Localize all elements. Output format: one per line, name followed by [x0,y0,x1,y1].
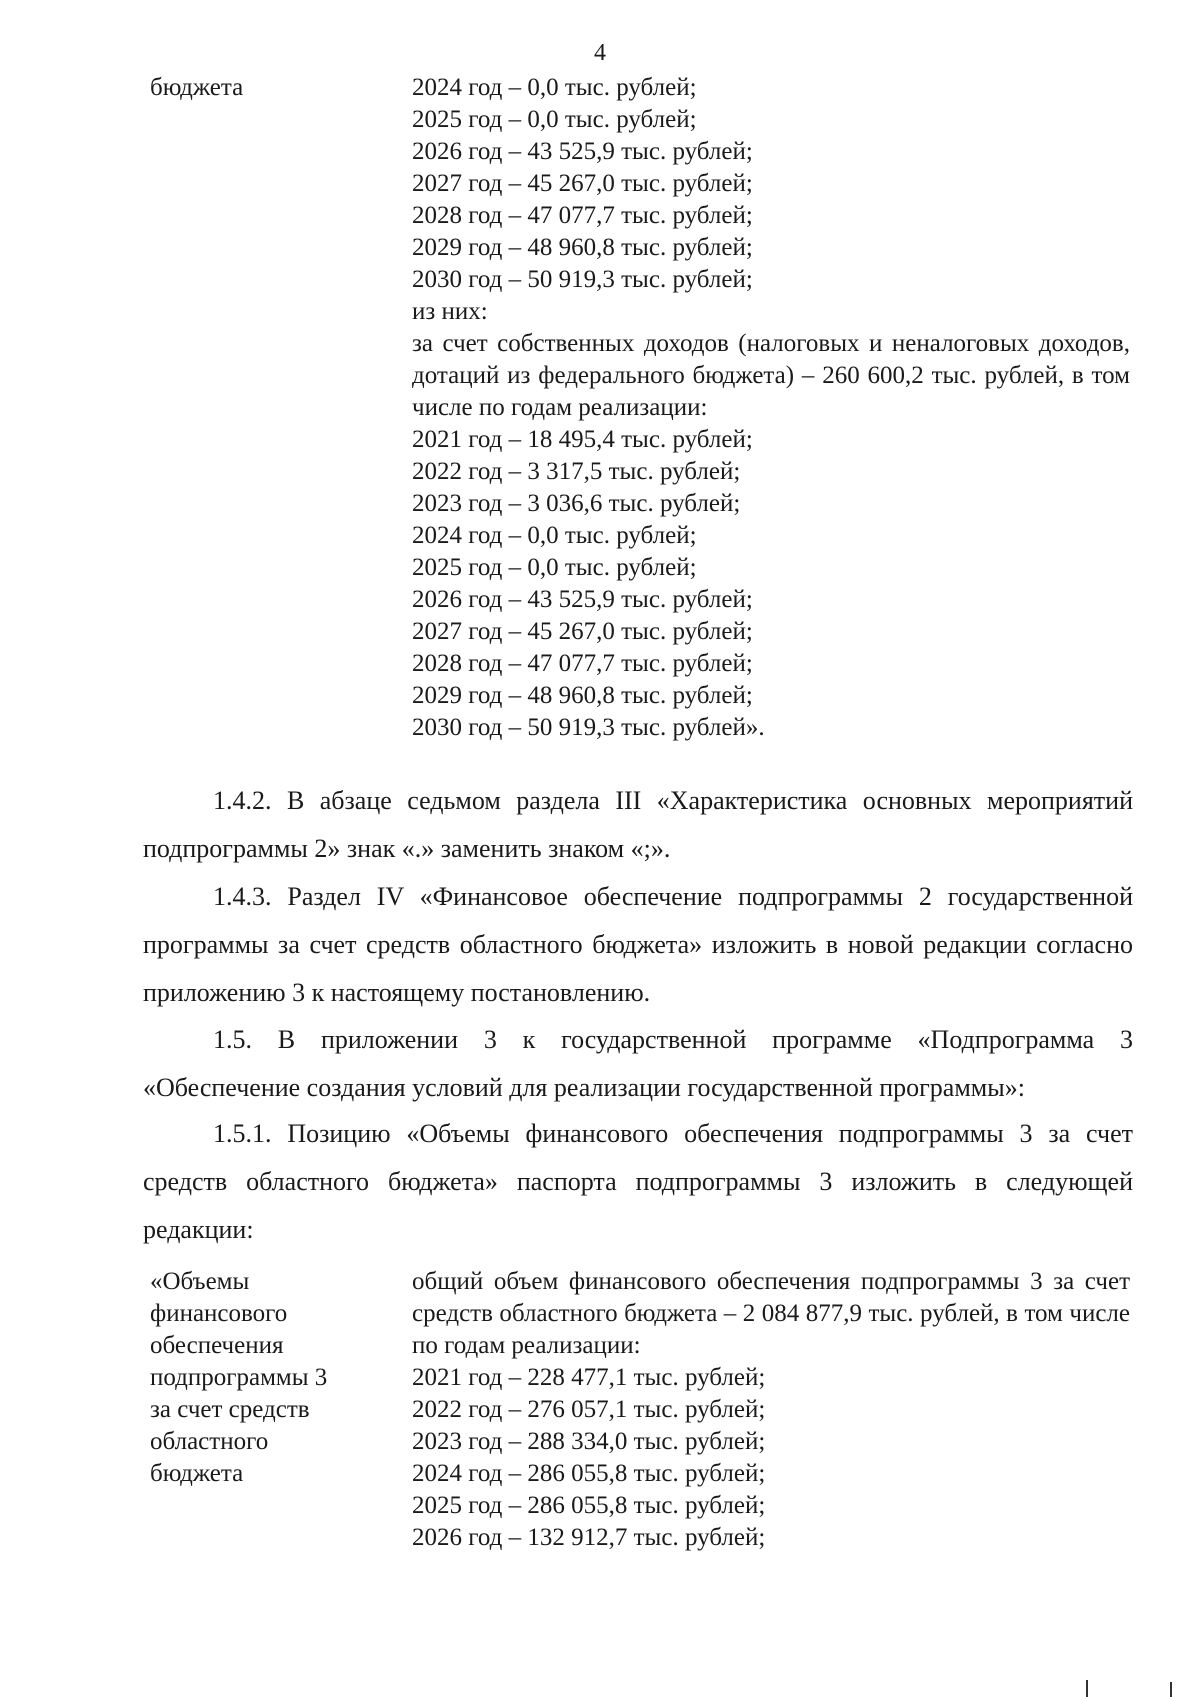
scan-edge-mark [1086,1680,1088,1697]
year-line: 2029 год – 48 960,8 тыс. рублей; [412,682,753,709]
year-line: 2026 год – 43 525,9 тыс. рублей; [412,586,753,613]
year-line: 2025 год – 0,0 тыс. рублей; [412,554,697,581]
of-them-label: из них: [412,298,488,325]
scan-edge-mark [1170,1682,1172,1697]
paragraph-1-5-1: 1.5.1. Позицию «Объемы финансового обеспечения подпрограммы 3 за счет средств областного бюджета» паспорта подпрограммы 3 изложить в следующей редакции: [143,1119,1133,1244]
page-number: 4 [594,40,606,66]
financing-table-new-edition [150,1266,1130,1554]
year-line: 2024 год – 0,0 тыс. рублей; [412,522,697,549]
table-left-label-line: за счет средств [150,1396,310,1423]
paragraph-1-4-2: 1.4.2. В абзаце седьмом раздела III «Характеристика основных мероприятий подпрограммы 2» знак «.» заменить знаком «;». [143,786,1133,863]
year-line: 2029 год – 48 960,8 тыс. рублей; [412,234,753,261]
year-line: 2021 год – 228 477,1 тыс. рублей; [412,1364,766,1391]
table-right-cell [412,1266,1130,1554]
year-line: 2027 год – 45 267,0 тыс. рублей; [412,618,753,645]
year-line: 2021 год – 18 495,4 тыс. рублей; [412,426,753,453]
year-line: 2022 год – 3 317,5 тыс. рублей; [412,458,741,485]
year-line: 2025 год – 286 055,8 тыс. рублей; [412,1492,766,1519]
table-left-label-line: областного [150,1428,269,1455]
year-line: 2028 год – 47 077,7 тыс. рублей; [412,202,753,229]
table-right-cell [412,72,1130,744]
year-line: 2028 год – 47 077,7 тыс. рублей; [412,650,753,677]
year-line: 2030 год – 50 919,3 тыс. рублей». [412,714,765,741]
table-left-label-line: обеспечения [150,1332,284,1359]
year-line: 2027 год – 45 267,0 тыс. рублей; [412,170,753,197]
table-left-label-line: подпрограммы 3 [150,1364,328,1391]
table-left-label-line: «Объемы [150,1268,250,1295]
year-line: 2023 год – 288 334,0 тыс. рублей; [412,1428,766,1455]
table-left-cell [150,72,412,744]
table-left-cell [150,1266,412,1554]
financing-table-continuation [150,72,1130,744]
year-line: 2023 год – 3 036,6 тыс. рублей; [412,490,741,517]
year-line: 2026 год – 43 525,9 тыс. рублей; [412,138,753,165]
table-left-label-line: бюджета [150,1460,244,1487]
year-line: 2024 год – 286 055,8 тыс. рублей; [412,1460,766,1487]
year-line: 2026 год – 132 912,7 тыс. рублей; [412,1524,766,1551]
year-line: 2025 год – 0,0 тыс. рублей; [412,106,697,133]
table-left-label: бюджета [150,74,244,101]
paragraph-1-5: 1.5. В приложении 3 к государственной программе «Подпрограмма 3 «Обеспечение создания условий для реализации государственной программы»: [143,1025,1133,1102]
year-line: 2030 год – 50 919,3 тыс. рублей; [412,266,753,293]
own-income-text: за счет собственных доходов (налоговых и неналоговых доходов, дотаций из федерального бюджета) – 260 600,2 тыс. рублей, в том числе по годам реализации: [412,330,1130,421]
table-left-label-line: финансового [150,1300,288,1327]
paragraph-1-4-3: 1.4.3. Раздел IV «Финансовое обеспечение подпрограммы 2 государственной программы за счет средств областного бюджета» изложить в новой редакции согласно приложению 3 к настоящему постановлению. [143,882,1133,1007]
year-line: 2024 год – 0,0 тыс. рублей; [412,74,697,101]
total-volume-text: общий объем финансового обеспечения подпрограммы 3 за счет средств областного бюджета – 2 084 877,9 тыс. рублей, в том числе по годам реализации: [412,1268,1130,1359]
year-line: 2022 год – 276 057,1 тыс. рублей; [412,1396,766,1423]
